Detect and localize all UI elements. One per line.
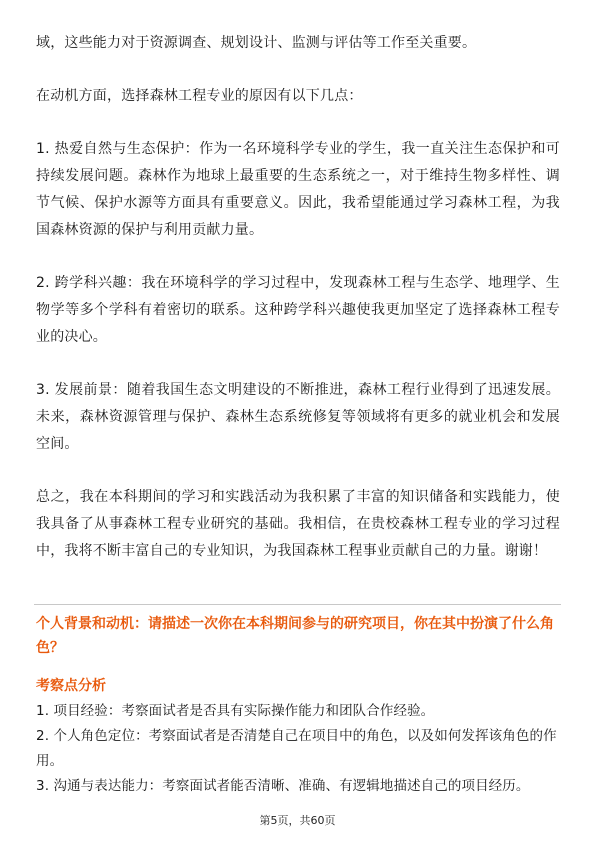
question-heading: 个人背景和动机：请描述一次你在本科期间参与的研究项目，你在其中扮演了什么角色？ bbox=[36, 616, 554, 656]
paragraph-point-3: 3. 发展前景：随着我国生态文明建设的不断推进，森林工程行业得到了迅速发展。未来，森林资源管理与保护、森林生态系统修复等领域将有更多的就业机会和发展空间。 bbox=[36, 382, 560, 452]
analysis-list bbox=[36, 699, 560, 799]
paragraph-motivation-intro: 在动机方面，选择森林工程专业的原因有以下几点： bbox=[36, 88, 363, 104]
paragraph-conclusion: 总之，我在本科期间的学习和实践活动为我积累了丰富的知识储备和实践能力，使我具备了从事森林工程专业研究的基础。我相信，在贵校森林工程专业的学习过程中，我将不断丰富自己的专业知识，为我国森林工程事业贡献自己的力量。谢谢！ bbox=[36, 489, 560, 559]
section-divider bbox=[34, 604, 561, 605]
document-body bbox=[36, 30, 560, 565]
list-item: 3. 沟通与表达能力：考察面试者能否清晰、准确、有逻辑地描述自己的项目经历。 bbox=[36, 778, 530, 794]
paragraph-point-2: 2. 跨学科兴趣：我在环境科学的学习过程中，发现森林工程与生态学、地理学、生物学等多个学科有着密切的联系。这种跨学科兴趣使我更加坚定了选择森林工程专业的决心。 bbox=[36, 275, 560, 345]
list-item: 2. 个人角色定位：考察面试者是否清楚自己在项目中的角色，以及如何发挥该角色的作用。 bbox=[36, 728, 557, 769]
paragraph-point-1: 1. 热爱自然与生态保护：作为一名环境科学专业的学生，我一直关注生态保护和可持续发展问题。森林作为地球上最重要的生态系统之一，对于维持生物多样性、调节气候、保护水源等方面具有重要意义。因此，我希望能通过学习森林工程，为我国森林资源的保护与利用贡献力量。 bbox=[36, 141, 560, 238]
page-number: 第5页，共60页 bbox=[259, 814, 336, 827]
analysis-heading: 考察点分析 bbox=[36, 678, 106, 694]
list-item: 1. 项目经验：考察面试者是否具有实际操作能力和团队合作经验。 bbox=[36, 703, 435, 719]
paragraph-continuation: 域，这些能力对于资源调查、规划设计、监测与评估等工作至关重要。 bbox=[36, 35, 477, 51]
